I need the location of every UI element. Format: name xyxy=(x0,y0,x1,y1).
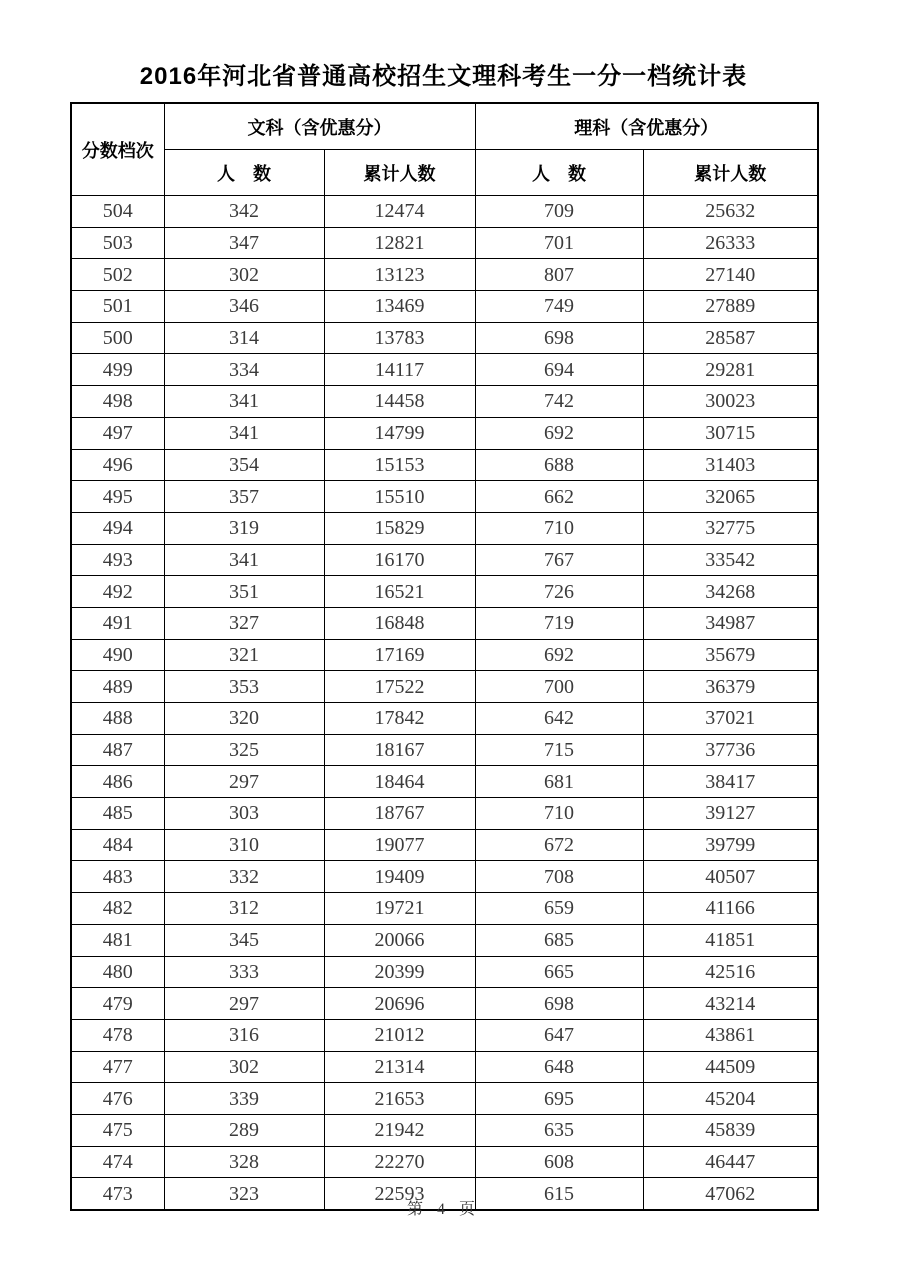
cell-liberal-arts-cumulative: 21653 xyxy=(324,1083,475,1115)
cell-science-cumulative: 27889 xyxy=(643,291,818,323)
cell-science-count: 710 xyxy=(475,798,643,830)
cell-liberal-arts-count: 347 xyxy=(164,227,324,259)
cell-science-cumulative: 43214 xyxy=(643,988,818,1020)
cell-score-level: 477 xyxy=(71,1051,164,1083)
cell-liberal-arts-cumulative: 13469 xyxy=(324,291,475,323)
cell-science-cumulative: 39799 xyxy=(643,829,818,861)
table-row xyxy=(71,1114,818,1146)
cell-score-level: 481 xyxy=(71,924,164,956)
cell-liberal-arts-count: 320 xyxy=(164,703,324,735)
cell-science-cumulative: 41851 xyxy=(643,924,818,956)
cell-science-count: 642 xyxy=(475,703,643,735)
cell-liberal-arts-count: 321 xyxy=(164,639,324,671)
table-row xyxy=(71,671,818,703)
cell-liberal-arts-cumulative: 21314 xyxy=(324,1051,475,1083)
cell-science-cumulative: 38417 xyxy=(643,766,818,798)
cell-liberal-arts-cumulative: 20399 xyxy=(324,956,475,988)
cell-score-level: 484 xyxy=(71,829,164,861)
cell-science-cumulative: 30023 xyxy=(643,386,818,418)
cell-liberal-arts-count: 339 xyxy=(164,1083,324,1115)
cell-liberal-arts-count: 323 xyxy=(164,1178,324,1210)
table-row xyxy=(71,449,818,481)
table-row xyxy=(71,354,818,386)
cell-science-count: 695 xyxy=(475,1083,643,1115)
cell-science-cumulative: 45839 xyxy=(643,1114,818,1146)
cell-science-count: 692 xyxy=(475,639,643,671)
cell-score-level: 504 xyxy=(71,196,164,228)
cell-score-level: 488 xyxy=(71,703,164,735)
cell-liberal-arts-count: 351 xyxy=(164,576,324,608)
cell-liberal-arts-count: 345 xyxy=(164,924,324,956)
cell-liberal-arts-cumulative: 12821 xyxy=(324,227,475,259)
cell-liberal-arts-count: 353 xyxy=(164,671,324,703)
table-row xyxy=(71,259,818,291)
cell-science-count: 659 xyxy=(475,893,643,925)
cell-science-count: 742 xyxy=(475,386,643,418)
cell-science-count: 665 xyxy=(475,956,643,988)
cell-science-count: 635 xyxy=(475,1114,643,1146)
cell-score-level: 480 xyxy=(71,956,164,988)
cell-science-cumulative: 34987 xyxy=(643,607,818,639)
cell-score-level: 492 xyxy=(71,576,164,608)
cell-science-count: 710 xyxy=(475,512,643,544)
cell-score-level: 486 xyxy=(71,766,164,798)
table-row xyxy=(71,1083,818,1115)
cell-liberal-arts-count: 357 xyxy=(164,481,324,513)
cell-science-count: 681 xyxy=(475,766,643,798)
cell-score-level: 500 xyxy=(71,322,164,354)
cell-science-cumulative: 25632 xyxy=(643,196,818,228)
cell-science-cumulative: 28587 xyxy=(643,322,818,354)
cell-science-cumulative: 31403 xyxy=(643,449,818,481)
cell-science-count: 709 xyxy=(475,196,643,228)
cell-score-level: 478 xyxy=(71,1019,164,1051)
cell-science-cumulative: 29281 xyxy=(643,354,818,386)
cell-science-cumulative: 44509 xyxy=(643,1051,818,1083)
cell-science-count: 701 xyxy=(475,227,643,259)
cell-science-cumulative: 30715 xyxy=(643,417,818,449)
cell-science-count: 698 xyxy=(475,322,643,354)
header-science-cumulative: 累计人数 xyxy=(643,150,818,196)
cell-liberal-arts-count: 327 xyxy=(164,607,324,639)
cell-liberal-arts-count: 346 xyxy=(164,291,324,323)
cell-science-cumulative: 32065 xyxy=(643,481,818,513)
cell-score-level: 491 xyxy=(71,607,164,639)
cell-liberal-arts-cumulative: 14799 xyxy=(324,417,475,449)
cell-liberal-arts-cumulative: 13783 xyxy=(324,322,475,354)
page-title: 2016年河北省普通高校招生文理科考生一分一档统计表 xyxy=(139,63,748,90)
cell-score-level: 489 xyxy=(71,671,164,703)
table-row xyxy=(71,798,818,830)
cell-score-level: 498 xyxy=(71,386,164,418)
cell-liberal-arts-cumulative: 22593 xyxy=(324,1178,475,1210)
cell-liberal-arts-cumulative: 13123 xyxy=(324,259,475,291)
cell-score-level: 495 xyxy=(71,481,164,513)
cell-liberal-arts-count: 319 xyxy=(164,512,324,544)
cell-science-cumulative: 26333 xyxy=(643,227,818,259)
cell-liberal-arts-count: 302 xyxy=(164,1051,324,1083)
cell-science-cumulative: 47062 xyxy=(643,1178,818,1210)
cell-science-cumulative: 27140 xyxy=(643,259,818,291)
cell-liberal-arts-cumulative: 12474 xyxy=(324,196,475,228)
cell-liberal-arts-count: 314 xyxy=(164,322,324,354)
cell-science-cumulative: 40507 xyxy=(643,861,818,893)
cell-liberal-arts-cumulative: 15510 xyxy=(324,481,475,513)
header-group-row xyxy=(71,103,818,150)
table-row xyxy=(71,924,818,956)
cell-liberal-arts-cumulative: 21012 xyxy=(324,1019,475,1051)
cell-science-count: 726 xyxy=(475,576,643,608)
cell-science-cumulative: 39127 xyxy=(643,798,818,830)
cell-liberal-arts-count: 310 xyxy=(164,829,324,861)
cell-science-count: 719 xyxy=(475,607,643,639)
table-row xyxy=(71,512,818,544)
cell-science-count: 647 xyxy=(475,1019,643,1051)
cell-score-level: 476 xyxy=(71,1083,164,1115)
header-score-level: 分数档次 xyxy=(71,103,164,196)
table-row xyxy=(71,861,818,893)
table-body xyxy=(71,196,818,1211)
table-row xyxy=(71,829,818,861)
table-row xyxy=(71,988,818,1020)
table-row xyxy=(71,322,818,354)
cell-score-level: 499 xyxy=(71,354,164,386)
cell-science-cumulative: 36379 xyxy=(643,671,818,703)
cell-liberal-arts-count: 297 xyxy=(164,766,324,798)
table-row xyxy=(71,291,818,323)
cell-score-level: 475 xyxy=(71,1114,164,1146)
cell-liberal-arts-cumulative: 17522 xyxy=(324,671,475,703)
cell-liberal-arts-count: 302 xyxy=(164,259,324,291)
score-distribution-table xyxy=(70,102,819,1211)
cell-liberal-arts-cumulative: 19409 xyxy=(324,861,475,893)
table-row xyxy=(71,734,818,766)
table-row xyxy=(71,481,818,513)
cell-science-count: 615 xyxy=(475,1178,643,1210)
cell-science-cumulative: 42516 xyxy=(643,956,818,988)
cell-liberal-arts-cumulative: 20066 xyxy=(324,924,475,956)
header-science-count: 人 数 xyxy=(475,150,643,196)
cell-liberal-arts-cumulative: 19721 xyxy=(324,893,475,925)
cell-score-level: 503 xyxy=(71,227,164,259)
cell-liberal-arts-count: 342 xyxy=(164,196,324,228)
cell-score-level: 490 xyxy=(71,639,164,671)
cell-science-count: 698 xyxy=(475,988,643,1020)
cell-score-level: 479 xyxy=(71,988,164,1020)
cell-liberal-arts-count: 289 xyxy=(164,1114,324,1146)
cell-science-count: 767 xyxy=(475,544,643,576)
table-row xyxy=(71,639,818,671)
table-row xyxy=(71,227,818,259)
header-science-group: 理科（含优惠分） xyxy=(475,103,818,150)
table-row xyxy=(71,417,818,449)
table-row xyxy=(71,386,818,418)
cell-score-level: 483 xyxy=(71,861,164,893)
cell-science-count: 692 xyxy=(475,417,643,449)
table-header xyxy=(71,103,818,196)
cell-liberal-arts-cumulative: 14458 xyxy=(324,386,475,418)
cell-score-level: 497 xyxy=(71,417,164,449)
table-row xyxy=(71,1146,818,1178)
cell-science-cumulative: 37736 xyxy=(643,734,818,766)
cell-liberal-arts-count: 341 xyxy=(164,417,324,449)
table-row xyxy=(71,607,818,639)
table-row xyxy=(71,196,818,228)
cell-liberal-arts-cumulative: 19077 xyxy=(324,829,475,861)
cell-science-count: 688 xyxy=(475,449,643,481)
cell-liberal-arts-cumulative: 18767 xyxy=(324,798,475,830)
cell-science-count: 608 xyxy=(475,1146,643,1178)
cell-science-cumulative: 35679 xyxy=(643,639,818,671)
table-row xyxy=(71,544,818,576)
cell-science-count: 749 xyxy=(475,291,643,323)
cell-science-cumulative: 34268 xyxy=(643,576,818,608)
table-row xyxy=(71,956,818,988)
cell-liberal-arts-cumulative: 18167 xyxy=(324,734,475,766)
cell-liberal-arts-cumulative: 15829 xyxy=(324,512,475,544)
cell-liberal-arts-cumulative: 18464 xyxy=(324,766,475,798)
cell-liberal-arts-cumulative: 16521 xyxy=(324,576,475,608)
table-row xyxy=(71,766,818,798)
cell-score-level: 474 xyxy=(71,1146,164,1178)
cell-science-cumulative: 41166 xyxy=(643,893,818,925)
cell-liberal-arts-cumulative: 20696 xyxy=(324,988,475,1020)
table-row xyxy=(71,1019,818,1051)
cell-score-level: 501 xyxy=(71,291,164,323)
cell-science-cumulative: 46447 xyxy=(643,1146,818,1178)
cell-score-level: 494 xyxy=(71,512,164,544)
cell-science-count: 672 xyxy=(475,829,643,861)
table-row xyxy=(71,703,818,735)
cell-science-count: 694 xyxy=(475,354,643,386)
cell-liberal-arts-count: 341 xyxy=(164,544,324,576)
header-liberal-arts-cumulative: 累计人数 xyxy=(324,150,475,196)
table-row xyxy=(71,893,818,925)
table-row xyxy=(71,576,818,608)
cell-science-count: 708 xyxy=(475,861,643,893)
cell-liberal-arts-count: 333 xyxy=(164,956,324,988)
cell-liberal-arts-count: 334 xyxy=(164,354,324,386)
cell-science-count: 715 xyxy=(475,734,643,766)
header-liberal-arts-count: 人 数 xyxy=(164,150,324,196)
cell-science-count: 662 xyxy=(475,481,643,513)
cell-liberal-arts-cumulative: 15153 xyxy=(324,449,475,481)
cell-liberal-arts-count: 316 xyxy=(164,1019,324,1051)
cell-score-level: 487 xyxy=(71,734,164,766)
cell-science-count: 807 xyxy=(475,259,643,291)
cell-liberal-arts-cumulative: 16170 xyxy=(324,544,475,576)
cell-liberal-arts-count: 303 xyxy=(164,798,324,830)
cell-liberal-arts-count: 354 xyxy=(164,449,324,481)
cell-liberal-arts-count: 297 xyxy=(164,988,324,1020)
cell-liberal-arts-cumulative: 21942 xyxy=(324,1114,475,1146)
cell-science-count: 685 xyxy=(475,924,643,956)
cell-liberal-arts-cumulative: 17169 xyxy=(324,639,475,671)
cell-score-level: 496 xyxy=(71,449,164,481)
cell-score-level: 482 xyxy=(71,893,164,925)
cell-score-level: 493 xyxy=(71,544,164,576)
cell-liberal-arts-cumulative: 16848 xyxy=(324,607,475,639)
cell-liberal-arts-count: 312 xyxy=(164,893,324,925)
cell-science-count: 700 xyxy=(475,671,643,703)
cell-science-cumulative: 45204 xyxy=(643,1083,818,1115)
cell-liberal-arts-count: 325 xyxy=(164,734,324,766)
page-number: 第 4 页 xyxy=(406,1201,480,1218)
cell-liberal-arts-cumulative: 14117 xyxy=(324,354,475,386)
cell-liberal-arts-count: 341 xyxy=(164,386,324,418)
cell-score-level: 485 xyxy=(71,798,164,830)
cell-liberal-arts-cumulative: 22270 xyxy=(324,1146,475,1178)
cell-score-level: 502 xyxy=(71,259,164,291)
cell-science-cumulative: 37021 xyxy=(643,703,818,735)
cell-liberal-arts-count: 332 xyxy=(164,861,324,893)
cell-liberal-arts-cumulative: 17842 xyxy=(324,703,475,735)
cell-science-count: 648 xyxy=(475,1051,643,1083)
cell-liberal-arts-count: 328 xyxy=(164,1146,324,1178)
cell-science-cumulative: 43861 xyxy=(643,1019,818,1051)
header-sub-row xyxy=(71,150,818,196)
header-liberal-arts-group: 文科（含优惠分） xyxy=(164,103,475,150)
cell-score-level: 473 xyxy=(71,1178,164,1210)
cell-science-cumulative: 32775 xyxy=(643,512,818,544)
table-row xyxy=(71,1051,818,1083)
cell-science-cumulative: 33542 xyxy=(643,544,818,576)
